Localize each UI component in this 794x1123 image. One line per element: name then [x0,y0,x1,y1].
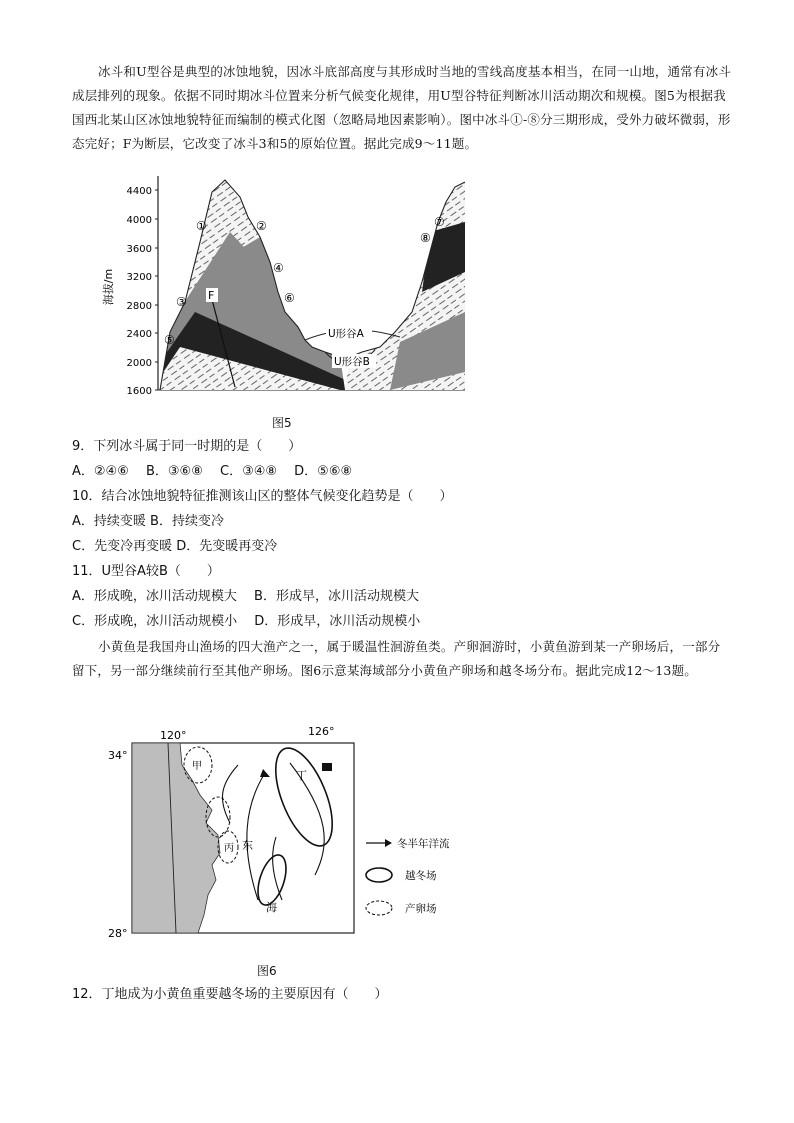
question-11-options-cd: C．形成晚，冰川活动规模小 D．形成早，冰川活动规模小 [72,614,421,629]
question-11-stem: 11．U型谷A较B（ ） [72,564,220,579]
question-10-stem: 10．结合冰蚀地貌特征推测该山区的整体气候变化趋势是（ ） [72,489,453,504]
legend-spawning-icon [366,901,392,915]
y-tick-label: 2800 [126,301,152,312]
legend-spawning-label: 产卵场 [405,903,437,915]
y-tick-label: 4000 [126,215,152,226]
left-mountain [155,172,360,392]
label-ding: 丁 [296,769,307,782]
y-axis-label: 海拔/m [102,268,115,306]
label-hai: 海 [266,901,277,914]
y-tick-label: 2400 [126,329,152,340]
cirque-label-4: ④ [273,261,284,275]
y-tick-label: 4400 [126,186,152,197]
legend-wintering-icon [366,868,392,882]
label-bing: 丙 [224,843,234,854]
cirque-label-1: ① [196,219,207,233]
island [322,763,332,771]
cirque-label-3: ③ [176,295,187,309]
cirque-label-8: ⑧ [420,231,431,245]
question-11-options-ab: A．形成晚，冰川活动规模大 B．形成早，冰川活动规模大 [72,589,419,604]
lon-label-126: 126° [308,725,335,738]
lat-label-34: 34° [108,749,128,762]
question-10-options-ab: A．持续变暖 B．持续变冷 [72,514,224,529]
u-valley-b-label: U形谷B [334,356,370,368]
intro-paragraph-2: 小黄鱼是我国舟山渔场的四大渔产之一，属于暖温性洄游鱼类。产卵洄游时，小黄鱼游到某一产卵场后，一部分留下，另一部分继续前行至其他产卵场。图6示意某海域部分小黄鱼产卵场和越冬场分布。据此完成12～13题。 [72,639,721,678]
figure-5-glacier-diagram [100,172,470,402]
question-9-stem: 9．下列冰斗属于同一时期的是（ ） [72,439,302,454]
y-tick-label: 1600 [126,386,152,397]
u-valley-a-label: U形谷A [328,328,364,340]
y-tick-label: 3200 [126,272,152,283]
cirque-label-2: ② [256,219,267,233]
question-10-options-cd: C．先变冷再变暖 D．先变暖再变冷 [72,539,278,554]
label-dong: 东 [242,839,253,852]
legend-current-label: 冬半年洋流 [397,838,450,850]
figure-6-sea-map [100,725,480,950]
cirque-label-5: ⑤ [164,333,175,347]
lat-label-28: 28° [108,927,128,940]
lon-label-120: 120° [160,729,187,742]
legend-wintering-label: 越冬场 [405,870,437,882]
y-tick-label: 2000 [126,358,152,369]
fault-label: F [208,289,215,302]
cirque-label-6: ⑥ [284,291,295,305]
figure-5-caption: 图5 [272,416,292,430]
y-tick-label: 3600 [126,244,152,255]
cirque-label-7: ⑦ [434,215,445,229]
intro-paragraph-1: 冰斗和U型谷是典型的冰蚀地貌，因冰斗底部高度与其形成时当地的雪线高度基本相当，在同一山地，通常有冰斗成层排列的现象。依据不同时期冰斗位置来分析气候变化规律，用U型谷特征判断冰川活动期次和规模。图5为根据我国西北某山区冰蚀地貌特征而编制的模式化图（忽略局地因素影响）。图中冰斗①-⑧分三期形成，受外力破坏微弱，形态完好；F为断层，它改变了冰斗3和5的原始位置。据此完成9～11题。 [72,64,732,151]
question-9-options: A．②④⑥ B．③⑥⑧ C．③④⑧ D．⑤⑥⑧ [72,464,353,479]
label-jia: 甲 [192,761,202,772]
question-12-stem: 12．丁地成为小黄鱼重要越冬场的主要原因有（ ） [72,987,388,1002]
figure-6-caption: 图6 [257,964,277,978]
